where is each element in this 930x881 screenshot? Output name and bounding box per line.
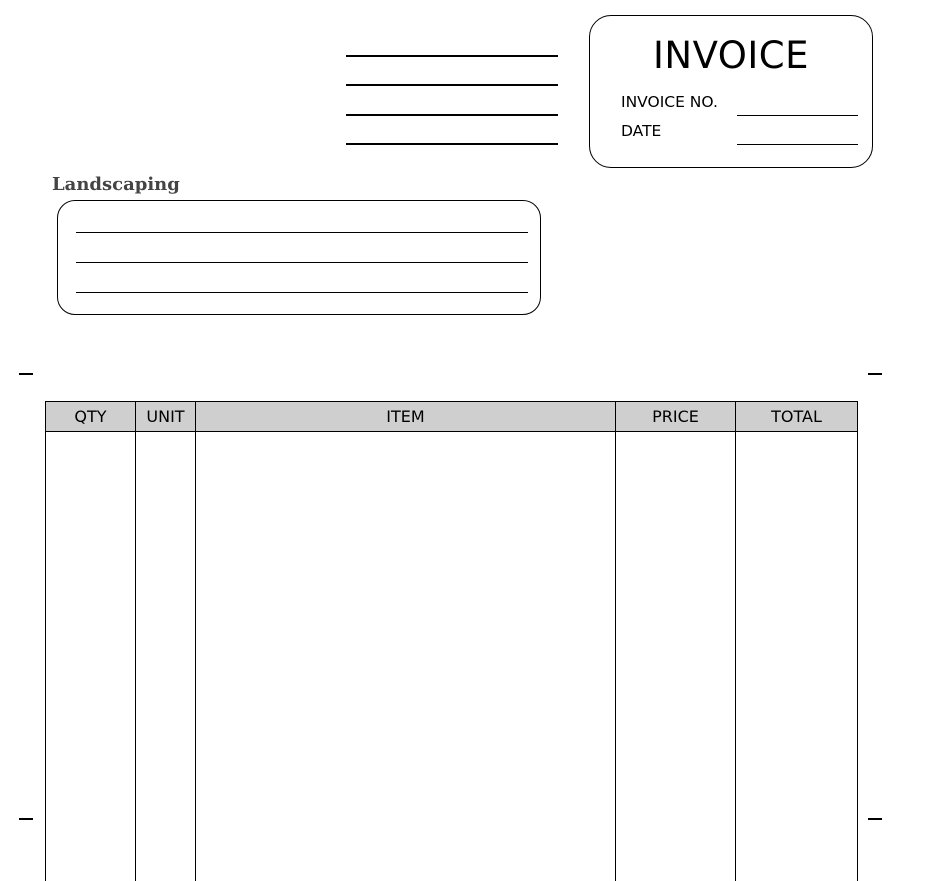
item-cell[interactable] bbox=[196, 432, 616, 881]
column-header-price: PRICE bbox=[616, 402, 736, 432]
invoice-no-field[interactable] bbox=[737, 115, 858, 116]
fold-mark-top-right bbox=[868, 373, 882, 375]
column-header-qty: QTY bbox=[46, 402, 136, 432]
column-header-item: ITEM bbox=[196, 402, 616, 432]
date-field[interactable] bbox=[737, 144, 858, 145]
sender-line-1[interactable] bbox=[346, 55, 558, 57]
date-label: DATE bbox=[621, 124, 661, 140]
table-row bbox=[46, 432, 858, 881]
sender-line-4[interactable] bbox=[346, 143, 558, 145]
invoice-header-box bbox=[589, 15, 873, 168]
sender-line-3[interactable] bbox=[346, 114, 558, 116]
company-name: Landscaping bbox=[52, 176, 180, 194]
address-line-2[interactable] bbox=[76, 262, 528, 263]
price-cell[interactable] bbox=[616, 432, 736, 881]
column-header-total: TOTAL bbox=[736, 402, 858, 432]
address-box bbox=[57, 200, 541, 315]
qty-cell[interactable] bbox=[46, 432, 136, 881]
address-line-1[interactable] bbox=[76, 232, 528, 233]
invoice-no-label: INVOICE NO. bbox=[621, 95, 718, 111]
total-cell[interactable] bbox=[736, 432, 858, 881]
sender-line-2[interactable] bbox=[346, 84, 558, 86]
unit-cell[interactable] bbox=[136, 432, 196, 881]
fold-mark-top-left bbox=[19, 373, 33, 375]
fold-mark-bottom-right bbox=[868, 818, 882, 820]
fold-mark-bottom-left bbox=[19, 818, 33, 820]
invoice-title: INVOICE bbox=[590, 37, 872, 74]
column-header-unit: UNIT bbox=[136, 402, 196, 432]
table-header-row bbox=[46, 402, 858, 432]
address-line-3[interactable] bbox=[76, 292, 528, 293]
line-items-table bbox=[45, 401, 858, 881]
